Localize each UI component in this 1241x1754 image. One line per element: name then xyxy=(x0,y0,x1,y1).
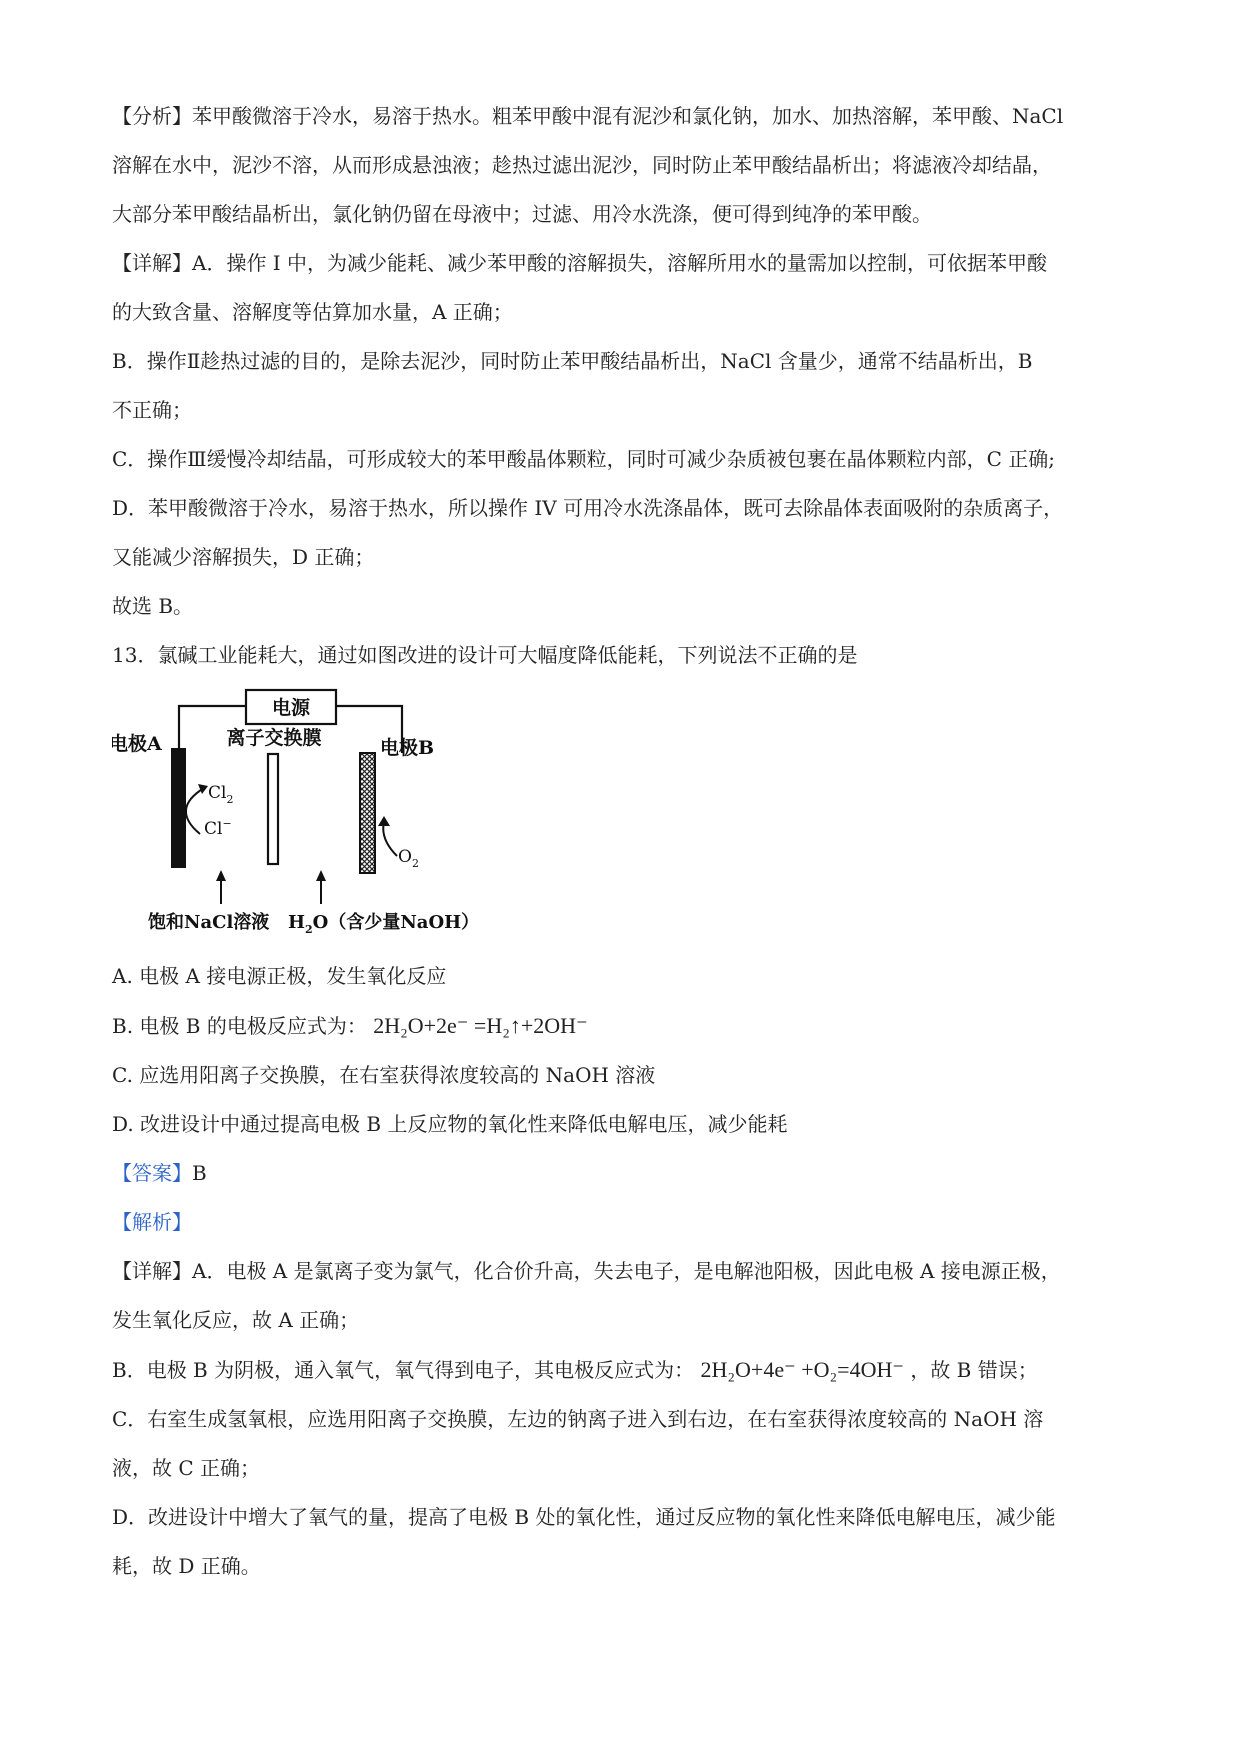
answer-value: B xyxy=(192,1161,207,1185)
q13-option-c: C. 应选用阳离子交换膜，在右室获得浓度较高的 NaOH 溶液 xyxy=(112,1063,656,1087)
power-supply-label: 电源 xyxy=(271,697,311,719)
q13-detail-c-line-1: C．右室生成氢氧根，应选用阳离子交换膜，左边的钠离子进入到右边，在右室获得浓度较高的 NaOH 溶 xyxy=(112,1407,1044,1431)
cl2-label: $Cl_2$ xyxy=(208,783,234,806)
o2-reaction-arrow xyxy=(383,822,397,856)
right-input-label: $H_2O$（含少量NaOH） xyxy=(288,912,480,936)
document-page xyxy=(112,92,1132,1591)
ion-exchange-membrane xyxy=(268,754,278,864)
q12-detail-line-4: 不正确； xyxy=(112,398,192,422)
q12-analysis-line-3: 大部分苯甲酸结晶析出，氯化钠仍留在母液中；过滤、用冷水洗涤，便可得到纯净的苯甲酸。 xyxy=(112,202,932,226)
q13-option-a: A. 电极 A 接电源正极，发生氧化反应 xyxy=(112,964,447,988)
electrolysis-diagram xyxy=(112,684,1132,946)
cl-minus-label: Cl− xyxy=(204,817,232,839)
electrode-b-label: 电极B xyxy=(380,737,435,759)
cl-reaction-arrow xyxy=(186,788,204,834)
q13-stem: 13．氯碱工业能耗大，通过如图改进的设计可大幅度降低能耗，下列说法不正确的是 xyxy=(112,643,858,667)
q13-detail-b-end: ，故 B 错误； xyxy=(910,1358,1038,1382)
q13-detail-b-equation: 2H₂O+4e⁻ +O₂=4OH⁻ xyxy=(700,1357,904,1382)
q12-detail-line-3: B．操作Ⅱ趁热过滤的目的，是除去泥沙，同时防止苯甲酸结晶析出，NaCl 含量少，通常不结晶析出，B xyxy=(112,349,1033,373)
q13-detail-b-text: B．电极 B 为阴极，通入氧气，氧气得到电子，其电极反应式为： xyxy=(112,1358,695,1382)
q12-analysis-line-1: 【分析】苯甲酸微溶于冷水，易溶于热水。粗苯甲酸中混有泥沙和氯化钠，加水、加热溶解，苯甲酸、NaCl xyxy=(112,104,1064,128)
q13-option-b-equation: 2H₂O+2e⁻ =H₂↑+2OH⁻ xyxy=(373,1013,588,1038)
left-input-label: 饱和NaCl溶液 xyxy=(148,912,270,933)
q12-detail-line-7: 又能减少溶解损失，D 正确； xyxy=(112,545,375,569)
answer-label: 【答案】 xyxy=(112,1161,192,1185)
electrode-a xyxy=(171,748,186,868)
q13-option-d: D. 改进设计中通过提高电极 B 上反应物的氧化性来降低电解电压，减少能耗 xyxy=(112,1112,788,1136)
q12-detail-line-1: 【详解】A．操作 I 中，为减少能耗、减少苯甲酸的溶解损失，溶解所用水的量需加以控制，可依据苯甲酸 xyxy=(112,251,1048,275)
q12-detail-line-5: C．操作Ⅲ缓慢冷却结晶，可形成较大的苯甲酸晶体颗粒，同时可减少杂质被包裹在晶体颗粒内部，C 正确; xyxy=(112,447,1055,471)
q12-detail-line-2: 的大致含量、溶解度等估算加水量，A 正确； xyxy=(112,300,513,324)
q12-analysis-line-2: 溶解在水中，泥沙不溶，从而形成悬浊液；趁热过滤出泥沙，同时防止苯甲酸结晶析出；将滤液冷却结晶， xyxy=(112,153,1052,177)
q13-detail-d-line-2: 耗，故 D 正确。 xyxy=(112,1554,261,1578)
q13-option-b-text: B. 电极 B 的电极反应式为： xyxy=(112,1014,367,1038)
q13-detail-b xyxy=(112,1345,1132,1395)
analysis-label: 【解析】 xyxy=(112,1210,192,1234)
q12-detail-line-6: D．苯甲酸微溶于冷水，易溶于热水，所以操作 IV 可用冷水洗涤晶体，既可去除晶体表面吸附的杂质离子， xyxy=(112,496,1064,520)
q13-option-b xyxy=(112,1001,1132,1051)
q12-detail-line-8: 故选 B。 xyxy=(112,594,194,618)
q13-detail-d-line-1: D．改进设计中增大了氧气的量，提高了电极 B 处的氧化性，通过反应物的氧化性来降低电解电压，减少能 xyxy=(112,1505,1056,1529)
membrane-label: 离子交换膜 xyxy=(226,727,322,749)
q13-detail-a-line-2: 发生氧化反应，故 A 正确； xyxy=(112,1308,360,1332)
o2-label: $O_2$ xyxy=(398,847,419,870)
electrolysis-diagram-svg xyxy=(112,684,532,946)
electrode-a-label: 电极A xyxy=(112,733,162,755)
electrode-b xyxy=(360,753,375,873)
q13-detail-a-line-1: 【详解】A．电极 A 是氯离子变为氯气，化合价升高，失去电子，是电解池阳极，因此电极 A 接电源正极， xyxy=(112,1259,1061,1283)
q13-answer xyxy=(112,1149,1132,1198)
q13-detail-c-line-2: 液，故 C 正确； xyxy=(112,1456,261,1480)
